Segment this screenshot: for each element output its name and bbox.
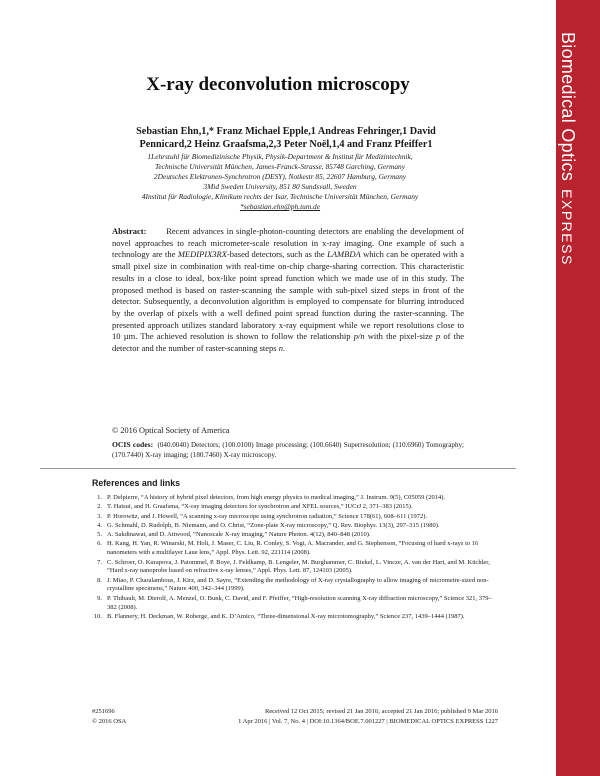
abstract-term: MEDIPIX3RX <box>177 249 227 260</box>
reference-text: T. Hatsui, and H. Graafsma, “X-ray imaging detectors for synchrotron and XFEL sources,” IUCrJ 2, 371–383 (2015). <box>107 503 413 511</box>
reference-item <box>92 559 498 577</box>
footer-row-1 <box>92 707 498 717</box>
references-heading: References and links <box>92 478 181 488</box>
reference-item <box>92 540 498 558</box>
reference-text: J. Miao, P. Charalambous, J. Kirz, and D. Sayre, “Extending the methodology of X-ray crystallography to allow imaging of micrometre-sized non-crystalline specimens,” Nature 400, 342–344 (1999). <box>107 576 489 593</box>
ocis-text: (040.0040) Detectors; (100.0100) Image processing; (100.6640) Superresolution; (110.6960) Tomography; (170.7440) X-ray imaging; (180.7460) X-ray microscopy. <box>112 441 465 459</box>
affiliation-line: 1Lehrstuhl für Biomedizinische Physik, Physik-Department & Institut für Medizintechnik, <box>147 152 413 161</box>
author-list <box>118 125 454 151</box>
affiliation-line: 4Institut für Radiologie, Klinikum rechts der Isar, Technische Universität München, Germany <box>141 192 419 201</box>
abstract-text: of the detector and the number of raster-scanning steps <box>112 331 464 354</box>
reference-number: 7. <box>97 558 102 566</box>
reference-text: P. Horowitz, and J. Howell, “A scanning x-ray microscope using synchrotron radiation,” Science 178(61), 608–611 (1972). <box>107 512 427 520</box>
abstract-text: -based detectors, such as the <box>226 249 328 260</box>
reference-text: H. Kang, H. Yan, R. Winarski, M. Holt, J. Maser, C. Liu, R. Conley, S. Vogt, A. Macrander, and G. Stephenson, “Focusing of hard x-rays to 16 nanometers with a multilayer Laue lens,” Appl. Phys. Lett. 92, 221114 (2008). <box>107 540 479 557</box>
affiliation-line: 2Deutsches Elektronen-Synchrotron (DESY), Notkestr 85, 22607 Hamburg, Germany <box>153 172 407 181</box>
reference-number: 3. <box>97 512 102 520</box>
abstract <box>112 226 464 355</box>
citation-line: 1 Apr 2016 | Vol. 7, No. 4 | DOI:10.1364/BOE.7.001227 | BIOMEDICAL OPTICS EXPRESS 1227 <box>238 718 498 725</box>
journal-banner <box>557 32 578 266</box>
abstract-label: Abstract: <box>112 226 147 236</box>
abstract-text: with the pixel-size <box>364 331 436 342</box>
publication-history: Received 12 Oct 2015; revised 21 Jan 2016; accepted 21 Jan 2016; published 9 Mar 2016 <box>264 708 498 715</box>
abstract-variable: n <box>278 343 283 354</box>
footer-row-2 <box>92 717 498 727</box>
reference-item <box>92 531 498 540</box>
reference-item <box>92 613 498 622</box>
footer-copyright: © 2016 OSA <box>92 718 127 725</box>
affiliations <box>92 152 468 212</box>
reference-number: 6. <box>97 540 102 548</box>
abstract-variable: p <box>435 331 441 342</box>
authors-line-1: Sebastian Ehn,1,* Franz Michael Epple,1 Andreas Fehringer,1 David <box>136 126 436 137</box>
copyright-notice: © 2016 Optical Society of America <box>112 426 230 435</box>
reference-list <box>92 494 498 622</box>
reference-item <box>92 522 498 531</box>
abstract-text: . <box>282 343 286 354</box>
reference-text: G. Schmahl, D. Rudolph, B. Niemann, and O. Christ, “Zone-plate X-ray microscopy,” Q. Rev. Biophys. 13(3), 297–315 (1980). <box>107 521 440 529</box>
reference-item <box>92 513 498 522</box>
journal-subname: EXPRESS <box>559 189 575 266</box>
reference-number: 1. <box>97 494 102 501</box>
reference-text: C. Schroer, O. Kurapova, J. Patommel, P. Boye, J. Feldkamp, B. Lengeler, M. Burghammer, C. Riekel, L. Vincze, A. van der Hart, and M. Küchler, “Hard x-ray nanoprobe based on refractive x-ray lenses,” Appl. Phys. Lett. 87, 124103 (2005). <box>107 558 490 575</box>
ocis-codes <box>112 440 464 460</box>
affiliation-line: Technische Universität München, James-Franck-Strasse, 85748 Garching, Germany <box>154 162 406 171</box>
reference-number: 8. <box>97 576 102 584</box>
abstract-term: LAMBDA <box>327 249 361 260</box>
ocis-label: OCIS codes: <box>112 440 154 449</box>
section-divider <box>40 468 516 469</box>
abstract-text: which can be operated with a small pixel size in combination with real-time on-chip charge-sharing correction. This characteristic results in a close to ideal, box-like point spread function which we made use of in this study. The proposed method is based on raster-scanning the sample with sub-pixel sized steps in front of the detector. Subsequently, a deconvolution algorithm is employed to compensate for blurring introduced by the overlap of pixels with a well defined point spread function during the raster-scanning. The presented approach utilizes standard laboratory x-ray equipment while we report resolutions close to 10 µm. The achieved resolution is shown to follow the relationship <box>112 249 464 342</box>
reference-number: 4. <box>97 521 102 529</box>
reference-item <box>92 494 498 503</box>
corresponding-email-link[interactable]: *sebastian.ehn@ph.tum.de <box>239 202 321 211</box>
reference-item <box>92 503 498 512</box>
journal-name: Biomedical Optics <box>558 32 578 182</box>
reference-text: P. Thibault, M. Dierolf, A. Menzel, O. Bunk, C. David, and F. Pfeiffer, “High-resolution scanning X-ray diffraction microscopy,” Science 321, 379–382 (2008). <box>107 594 492 611</box>
page-footer <box>92 707 498 727</box>
reference-number: 10. <box>93 612 102 620</box>
affiliation-line: 3Mid Sweden University, 851 80 Sundsvall, Sweden <box>203 182 357 191</box>
reference-item <box>92 577 498 595</box>
manuscript-id: #251696 <box>92 708 115 715</box>
reference-number: 2. <box>97 503 102 511</box>
abstract-text: Recent advances in single-photon-counting detectors are enabling the development of novel approaches to reach micrometer-scale resolution in x-ray imaging. One example of such a technology are the <box>112 226 465 260</box>
reference-item <box>92 595 498 613</box>
abstract-formula: p/n <box>353 331 365 342</box>
reference-text: A. Sakdinawat, and D. Attwood, “Nanoscale X-ray imaging,” Nature Photon. 4(12), 840–848 (2010). <box>107 531 371 539</box>
reference-text: B. Flannery, H. Deckman, W. Roberge, and K. D’Amico, “Three-dimensional X-ray microtomography,” Science 237, 1439–1444 (1987). <box>107 612 465 620</box>
paper-title: X-ray deconvolution microscopy <box>146 74 410 95</box>
reference-text: P. Delpierre, “A history of hybrid pixel detectors, from high energy physics to medical imaging,” J. Instrum. 9(5), C05059 (2014). <box>107 494 445 501</box>
reference-number: 9. <box>97 594 102 602</box>
reference-number: 5. <box>97 531 102 539</box>
authors-line-2: Pennicard,2 Heinz Graafsma,2,3 Peter Noël,1,4 and Franz Pfeiffer1 <box>139 139 433 150</box>
